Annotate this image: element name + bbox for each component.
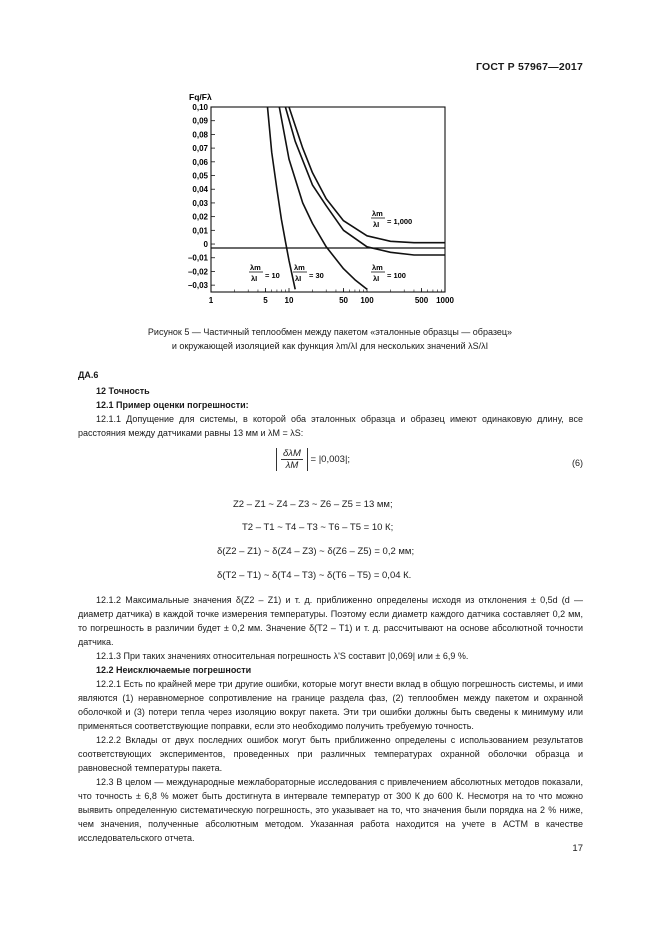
annotation-30-value: = 30 — [309, 271, 324, 280]
equation-z: Z2 – Z1 ~ Z4 – Z3 ~ Z6 – Z5 = 13 мм; — [233, 499, 393, 510]
x-tick-label: 10 — [284, 296, 294, 305]
y-axis-label: Fq/Fλ — [189, 92, 212, 102]
annotation-10-value: = 10 — [265, 271, 280, 280]
equation-6-rhs: = |0,003|; — [310, 454, 351, 466]
fraction-numerator: δλM — [283, 448, 301, 459]
annex-heading: ДА.6 — [78, 370, 99, 380]
section-block-2 — [78, 593, 583, 845]
section-12-heading: 12 Точность — [96, 386, 150, 396]
plot-frame — [211, 107, 445, 292]
annotation-30 — [293, 263, 324, 283]
x-tick-label: 50 — [339, 296, 348, 305]
abs-fraction — [276, 448, 308, 471]
annotation-30-den: λI — [295, 274, 302, 283]
annotation-30-num: λm — [294, 263, 305, 272]
series-line-3 — [285, 107, 445, 255]
fraction-denominator: λM — [285, 460, 299, 471]
annotation-100-num: λm — [372, 263, 383, 272]
standard-number: ГОСТ Р 57967—2017 — [475, 61, 583, 73]
annotation-10 — [249, 263, 280, 283]
annotation-10-den: λI — [251, 274, 258, 283]
annotation-1000 — [371, 209, 412, 229]
y-tick-label: 0,04 — [192, 185, 208, 195]
figure-caption — [90, 326, 570, 353]
y-tick-label: 0,02 — [192, 212, 208, 222]
caption-line-1: Рисунок 5 — Частичный теплообмен между пакетом «эталонные образцы — образец» — [147, 327, 513, 337]
section-12-1-heading: 12.1 Пример оценки погрешности: — [96, 400, 249, 410]
y-tick-label: 0 — [203, 240, 208, 250]
paragraph-12-2-2: 12.2.2 Вклады от двух последних ошибок могут быть приближенно определены с использованием результатов соответствующих экспериментов, проведенных при различных температурах охранной оболочки образца и равновесной температуры пакета. — [78, 735, 583, 773]
equation-dt: δ(T2 – T1) ~ δ(T4 – T3) ~ δ(T6 – T5) = 0,04 К. — [217, 570, 412, 581]
annotation-100-den: λI — [373, 274, 380, 283]
annotation-100-value: = 100 — [387, 271, 406, 280]
y-tick-label: 0,01 — [192, 226, 208, 236]
page-number: 17 — [572, 843, 583, 854]
equation-6-number: (6) — [572, 458, 583, 468]
y-tick-label: 0,08 — [192, 130, 208, 140]
y-tick-label: 0,05 — [192, 171, 208, 181]
y-tick-label: –0,01 — [187, 253, 208, 263]
y-tick-label: 0,10 — [192, 103, 208, 112]
x-tick-label: 1000 — [436, 296, 454, 305]
annotation-10-num: λm — [250, 263, 261, 272]
section-block-1 — [78, 368, 583, 440]
y-tick-label: 0,03 — [192, 198, 208, 208]
y-tick-label: 0,09 — [192, 116, 208, 126]
x-tick-label: 500 — [414, 296, 429, 305]
x-tick-label: 100 — [360, 296, 374, 305]
paragraph-12-1-1: 12.1.1 Допущение для системы, в которой оба эталонных образца и образец имеют одинаковую длину, все расстояния между датчиками равны 13 мм и λM = λS: — [78, 414, 583, 438]
equation-t: T2 – T1 ~ T4 – T3 ~ T6 – T5 = 10 К; — [242, 522, 394, 533]
caption-line-2: и окружающей изоляцией как функция λm/λI для нескольких значений λS/λI — [171, 340, 489, 351]
y-tick-label: 0,06 — [192, 157, 208, 167]
y-tick-label: –0,03 — [187, 281, 208, 291]
y-tick-label: 0,07 — [192, 144, 208, 154]
section-12-2-heading: 12.2 Неисключаемые погрешности — [96, 665, 252, 675]
annotation-1000-den: λI — [373, 220, 380, 229]
annotation-1000-num: λm — [372, 209, 383, 218]
annotation-100 — [371, 263, 406, 283]
x-tick-label: 5 — [263, 296, 268, 305]
paragraph-12-2-1: 12.2.1 Есть по крайней мере три другие ошибки, которые могут внести вклад в общую погрешность системы, и ими являются (1) неравномерное сопротивление на границе раздела фаз, (2) теплообмен между пакетом и охранной оболочкой и (3) потери тепла через изоляцию вокруг пакета. Эти три ошибки должны быть сведены к минимуму или применяться соответствующие поправки, если это необходимо получить требуемую точность. — [78, 679, 583, 731]
paragraph-12-1-3: 12.1.3 При таких значениях относительная погрешность λ'S составит |0,069| или ± 6,9 %. — [96, 651, 469, 661]
y-tick-label: –0,02 — [187, 267, 208, 277]
fraction — [281, 448, 303, 471]
equation-dz: δ(Z2 – Z1) ~ δ(Z4 – Z3) ~ δ(Z6 – Z5) = 0,2 мм; — [217, 546, 415, 557]
x-tick-label: 1 — [208, 296, 214, 305]
series-line-1 — [268, 107, 296, 289]
annotation-1000-value: = 1,000 — [387, 217, 413, 226]
heat-exchange-chart — [175, 90, 455, 312]
equation-6 — [276, 448, 350, 471]
paragraph-12-3: 12.3 В целом — международные межлабораторные исследования с привлечением абсолютных методов показали, что точность ± 6,8 % может быть достигнута в интервале температур от 300 К до 600 К. Несмотря на то что можно выявить определенную систематическую погрешность, это указывает на то, что значения были порядка на 2 % ниже, чем значения, полученные абсолютным методом. Указанная работа находится на учете в АСТМ в качестве исследовательского отчета. — [78, 777, 583, 843]
paragraph-12-1-2: 12.1.2 Максимальные значения δ(Z2 – Z1) и т. д. приближенно определены исходя из отклонения ± 0,5d (d — диаметр датчика) в каждой точке измерения температуры. Поэтому если диаметр каждого датчика составляет 0,2 мм, то погрешность в различии будет ± 0,2 мм. Значение δ(T2 – T1) и т. д. рассчитывают на основе абсолютной точности датчика. — [78, 595, 583, 647]
